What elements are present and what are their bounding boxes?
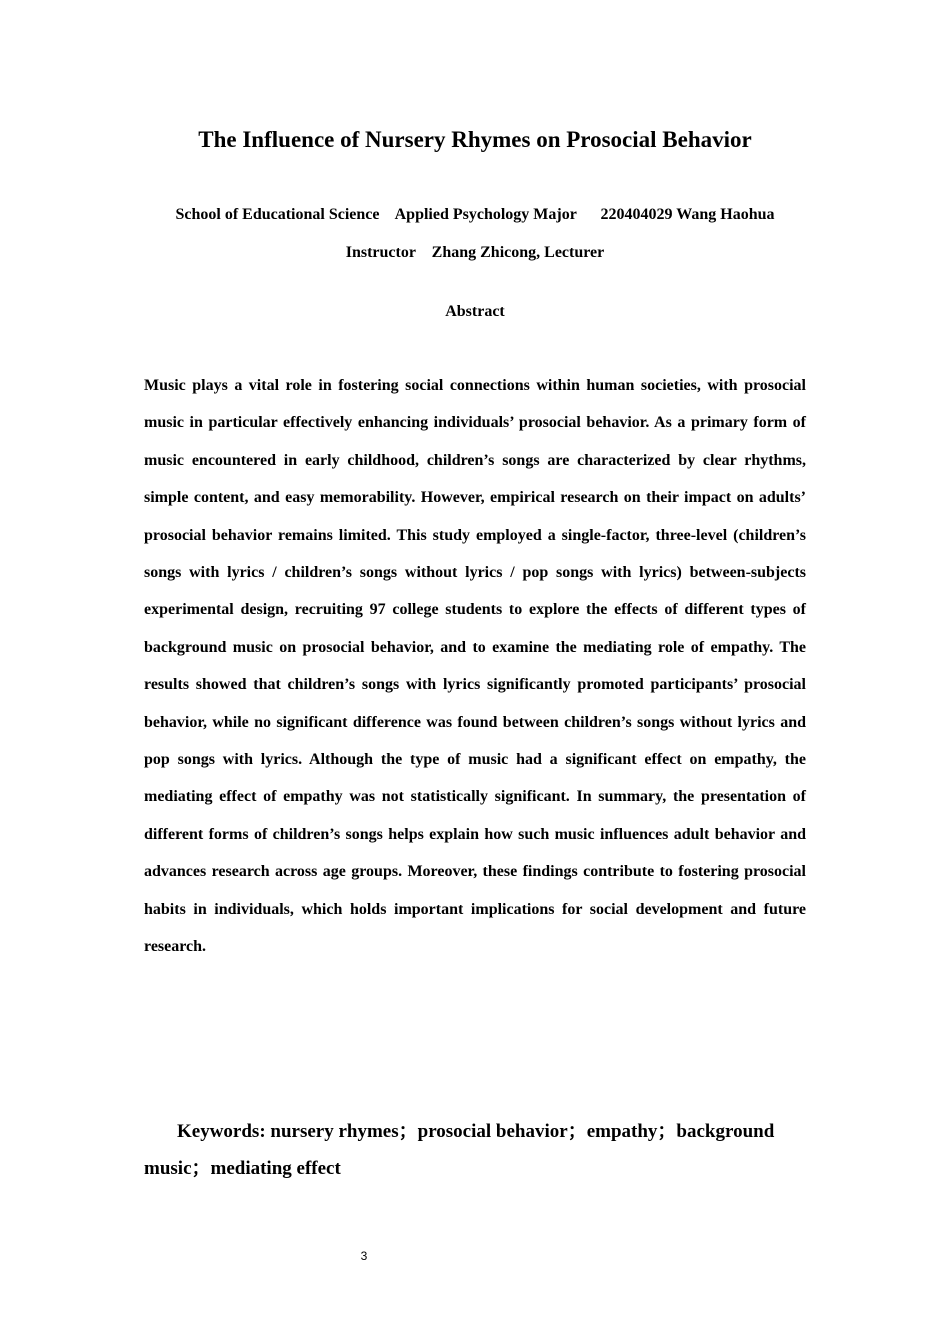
paper-title: The Influence of Nursery Rhymes on Prosocial Behavior — [198, 127, 752, 152]
instructor-line: Instructor Zhang Zhicong, Lecturer — [345, 244, 605, 261]
page-number: 3 — [360, 1249, 368, 1263]
abstract-heading: Abstract — [445, 303, 505, 320]
author-affiliation-line: School of Educational Science Applied Psychology Major 220404029 Wang Haohua — [175, 206, 775, 223]
keywords-paragraph: Keywords: nursery rhymes；prosocial behavior；empathy；background music；mediating effect — [144, 1121, 775, 1179]
abstract-body: Music plays a vital role in fostering social connections within human societies, with prosocial music in particular effectively enhancing individuals’ prosocial behavior. As a primary form of music encountered in early childhood, children’s songs are characterized by clear rhythms, simple content, and easy memorability. However, empirical research on their impact on adults’ prosocial behavior remains limited. This study employed a single-factor, three-level (children’s songs with lyrics / children’s songs without lyrics / pop songs with lyrics) between-subjects experimental design, recruiting 97 college students to explore the effects of different types of background music on prosocial behavior, and to examine the mediating role of empathy. The results showed that children’s songs with lyrics significantly promoted participants’ prosocial behavior, while no significant difference was found between children’s songs without lyrics and pop songs with lyrics. Although the type of music had a significant effect on empathy, the mediating effect of empathy was not statistically significant. In summary, the presentation of different forms of children’s songs helps explain how such music influences adult behavior and advances research across age groups. Moreover, these findings contribute to fostering prosocial habits in individuals, which holds important implications for social development and future research. — [144, 377, 806, 956]
